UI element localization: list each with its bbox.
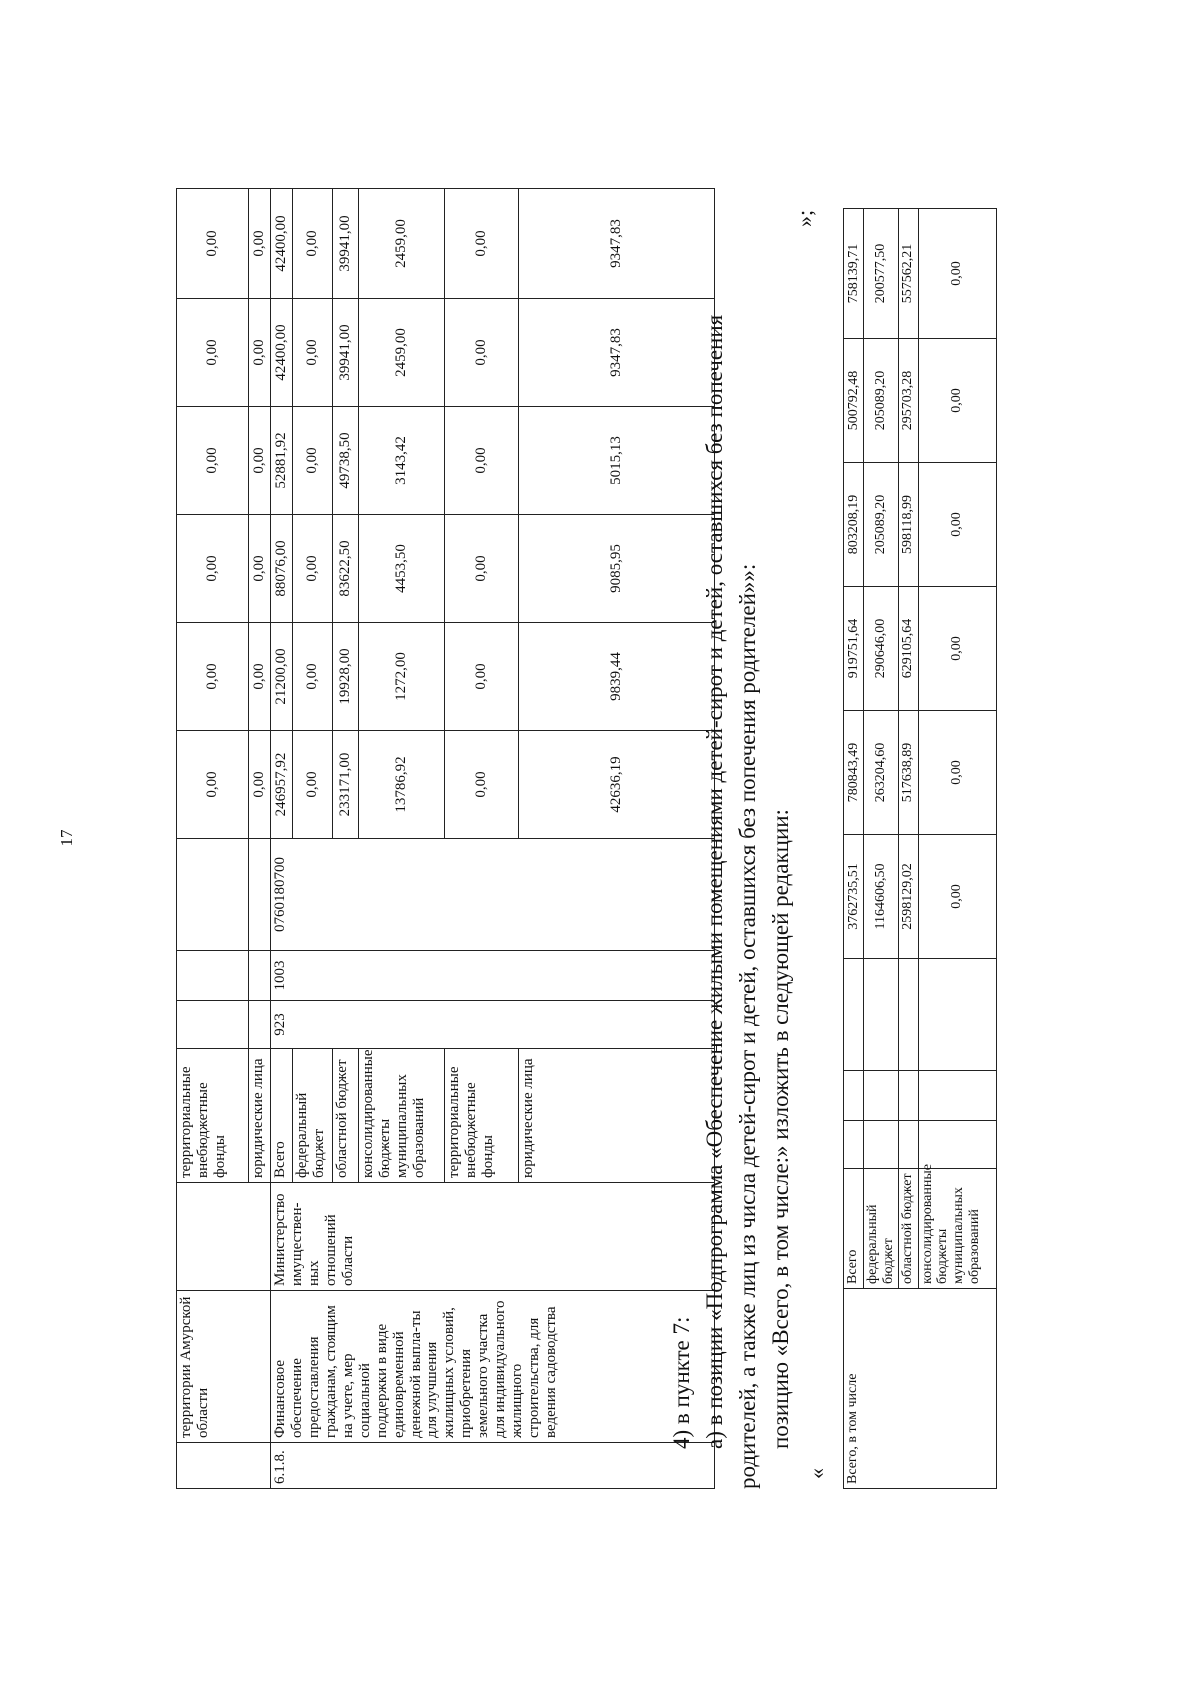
value-cell: 780843,49 [844,711,864,835]
value-cell: 9347,83 [519,299,715,407]
value-cell: 0,00 [177,623,249,731]
totals-label: Всего, в том числе [844,1289,997,1489]
value-cell: 0,00 [918,711,996,835]
paragraph: 4) в пункте 7: [669,1316,694,1449]
funding-source: консолидированные бюджеты муниципальных образований [918,1169,996,1289]
value-cell: 205089,20 [864,339,899,463]
paragraph: а) в позиции «Подпрограмма «Обеспечение жилыми помещениями детей-сирот и детей, оставшихся без попечения [702,314,727,1449]
funding-source: консолидированные бюджеты муниципальных образований [359,1049,445,1183]
value-cell: 0,00 [445,731,519,839]
funding-source: юридические лица [519,1049,715,1183]
value-cell: 0,00 [918,587,996,711]
funding-source: областной бюджет [333,1049,359,1183]
funding-source: Всего [271,1049,293,1183]
value-cell: 0,00 [445,299,519,407]
funding-source: юридические лица [249,1049,271,1183]
value-cell: 42400,00 [271,299,293,407]
rotated-page-content [80,69,1120,1629]
value-cell: 0,00 [249,515,271,623]
executor [177,1183,271,1291]
value-cell: 0,00 [918,835,996,959]
value-cell: 0,00 [177,407,249,515]
value-cell: 0,00 [177,731,249,839]
value-cell: 2459,00 [359,299,445,407]
value-cell: 83622,50 [333,515,359,623]
value-cell: 2598129,02 [898,835,918,959]
value-cell: 0,00 [249,189,271,299]
value-cell: 803208,19 [844,463,864,587]
value-cell: 295703,28 [898,339,918,463]
grbs-code: 923 [271,1001,715,1049]
row-number: 6.1.8. [271,1443,715,1489]
measure-name: территории Амурской области [177,1291,271,1443]
funding-source: Всего [844,1169,864,1289]
value-cell: 42400,00 [271,189,293,299]
budget-table [176,188,715,1489]
value-cell: 0,00 [918,339,996,463]
value-cell: 0,00 [177,189,249,299]
value-cell: 0,00 [293,623,333,731]
row-number [177,1443,271,1489]
value-cell: 0,00 [249,623,271,731]
value-cell: 2459,00 [359,189,445,299]
value-cell: 246957,92 [271,731,293,839]
value-cell: 13786,92 [359,731,445,839]
funding-source: территориальные внебюджетные фонды [177,1049,249,1183]
value-cell: 0,00 [249,299,271,407]
rz-code [177,951,249,1001]
value-cell: 758139,71 [844,209,864,339]
value-cell: 39941,00 [333,299,359,407]
value-cell: 21200,00 [271,623,293,731]
value-cell: 9839,44 [519,623,715,731]
value-cell: 0,00 [249,731,271,839]
value-cell: 9347,83 [519,189,715,299]
measure-name: Финансовое обеспечение предоставления гражданам, стоящим на учете, мер социальной поддержки в виде единовременной денежной выпла-ты для улучшения жилищных условий, приобретения земельного участка для индивидуального жилищного строительства, для ведения садоводства [271,1291,715,1443]
value-cell: 49738,50 [333,407,359,515]
value-cell: 52881,92 [271,407,293,515]
paragraph: родителей, а также лиц из числа детей-сирот и детей, оставшихся без попечения родителей»»: [735,563,760,1489]
csr-code [177,839,249,951]
funding-source: территориальные внебюджетные фонды [445,1049,519,1183]
value-cell: 42636,19 [519,731,715,839]
csr-code: 0760180700 [271,839,715,951]
value-cell: 0,00 [445,189,519,299]
value-cell: 0,00 [445,407,519,515]
amendment-text [665,99,797,1489]
value-cell: 1272,00 [359,623,445,731]
value-cell: 557562,21 [898,209,918,339]
value-cell: 517638,89 [898,711,918,835]
value-cell: 200577,50 [864,209,899,339]
value-cell: 0,00 [249,407,271,515]
value-cell: 5015,13 [519,407,715,515]
value-cell: 1164606,50 [864,835,899,959]
closing-quote-mark: »; [792,209,817,227]
value-cell: 0,00 [293,299,333,407]
value-cell: 0,00 [445,623,519,731]
value-cell: 0,00 [293,189,333,299]
value-cell: 88076,00 [271,515,293,623]
table-row [177,189,249,1489]
value-cell: 500792,48 [844,339,864,463]
value-cell: 263204,60 [864,711,899,835]
value-cell: 3762735,51 [844,835,864,959]
funding-source: федеральный бюджет [293,1049,333,1183]
paragraph: позицию «Всего, в том числе:» изложить в следующей редакции: [768,809,793,1449]
value-cell: 0,00 [177,299,249,407]
value-cell: 3143,42 [359,407,445,515]
value-cell: 919751,64 [844,587,864,711]
value-cell: 233171,00 [333,731,359,839]
value-cell: 0,00 [445,515,519,623]
grbs-code [177,1001,249,1049]
table-row [271,189,293,1489]
funding-source: областной бюджет [898,1169,918,1289]
page-number: 17 [57,829,76,847]
rz-code: 1003 [271,951,715,1001]
opening-quote-mark: « [804,1468,829,1479]
value-cell: 629105,64 [898,587,918,711]
value-cell: 598118,99 [898,463,918,587]
value-cell: 0,00 [918,463,996,587]
value-cell: 4453,50 [359,515,445,623]
table-row [844,209,864,1489]
totals-table [843,208,997,1489]
executor: Министерство имуществен-ных отношений области [271,1183,715,1291]
value-cell: 0,00 [293,407,333,515]
value-cell: 290646,00 [864,587,899,711]
value-cell: 0,00 [293,515,333,623]
value-cell: 0,00 [293,731,333,839]
value-cell: 39941,00 [333,189,359,299]
funding-source: федеральный бюджет [864,1169,899,1289]
value-cell: 9085,95 [519,515,715,623]
value-cell: 0,00 [177,515,249,623]
value-cell: 0,00 [918,209,996,339]
value-cell: 19928,00 [333,623,359,731]
value-cell: 205089,20 [864,463,899,587]
